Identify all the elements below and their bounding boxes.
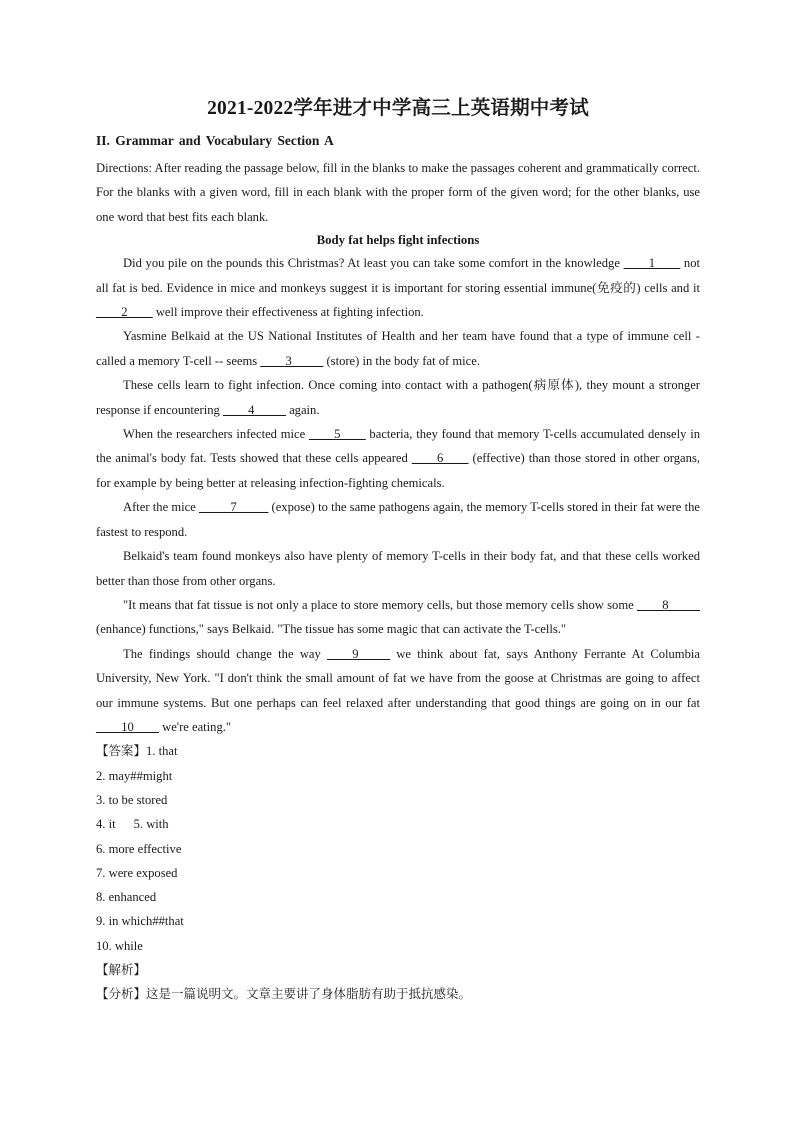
blank-1: ____1____ xyxy=(623,256,681,271)
analysis-line xyxy=(96,982,700,1006)
paragraph-4: When the researchers infected mice ____5____ bacteria, they found that memory T-cells accumulated densely in the animal's body fat. Tests showed that these cells appeared ____6____ (effective) than those stored in other organs, for example by being better at releasing infection-fighting chemicals. xyxy=(96,427,700,490)
fenxi-text: 这是一篇说明文。文章主要讲了身体脂肪有助于抵抗感染。 xyxy=(146,986,472,1002)
answer-item: 3. to be stored xyxy=(96,792,168,807)
document-page xyxy=(96,96,700,1007)
paragraph-2: Yasmine Belkaid at the US National Institutes of Health and her team have found that a type of immune cell - called a memory T-cell -- seems ____3_____ (store) in the body fat of mice. xyxy=(96,329,700,368)
analysis-tag-line xyxy=(96,958,700,982)
paragraph-8: The findings should change the way ____9_____ we think about fat, says Anthony Ferrante At Columbia University, New York. "I don't think the small amount of fat we have from the goose at Christmas are going to affect our immune systems. But one perhaps can feel relaxed after understanding that good things are going on in our fat ____10____ we're eating." xyxy=(96,646,700,734)
blank-7: _____7_____ xyxy=(199,500,269,515)
passage-title: Body fat helps fight infections xyxy=(316,233,480,248)
paragraph-6: Belkaid's team found monkeys also have plenty of memory T-cells in their body fat, and that these cells worked better than those from other organs. xyxy=(96,549,700,588)
blank-8: ____8_____ xyxy=(637,597,700,612)
page-title: 2021-2022学年进才中学高三上英语期中考试 xyxy=(207,98,589,119)
paragraph-7: "It means that fat tissue is not only a place to store memory cells, but those memory cells show some ____8_____ (enhance) functions," says Belkaid. "The tissue has some magic that can activate the T-cells." xyxy=(96,597,700,637)
answer-item: 5. with xyxy=(133,817,169,832)
directions: Directions: After reading the passage below, fill in the blanks to make the passages coherent and grammatically correct. For the blanks with a given word, fill in each blank with the proper form of the given word; for the other blanks, use one word that best fits each blank. xyxy=(96,161,700,224)
answer-item: 9. in which##that xyxy=(96,914,184,929)
blank-2: ____2____ xyxy=(96,305,153,320)
answer-item: 6. more effective xyxy=(96,841,182,856)
section-heading: II. Grammar and Vocabulary Section A xyxy=(96,133,334,148)
answer-item: 10. while xyxy=(96,938,143,953)
paragraph-1: Did you pile on the pounds this Christmas? At least you can take some comfort in the knowledge ____1____ not all fat is bed. Evidence in mice and monkeys suggest it is important for storing essential immune(免疫的) cells and it ____2____ well improve their effectiveness at fighting infection. xyxy=(96,256,700,320)
blank-3: ____3_____ xyxy=(260,353,324,368)
answer-tag: 【答案】 xyxy=(96,743,147,759)
blank-5: ____5____ xyxy=(308,427,366,442)
paragraph-3: These cells learn to fight infection. Once coming into contact with a pathogen(病原体), they mount a stronger response if encountering ____4_____ again. xyxy=(96,378,700,417)
answer-item: 1. that xyxy=(146,744,178,759)
answer-item: 2. may##might xyxy=(96,768,173,783)
answer-item: 8. enhanced xyxy=(96,890,157,905)
blank-10: ____10____ xyxy=(96,719,159,734)
blank-4: ____4_____ xyxy=(222,402,286,417)
answer-item: 4. it xyxy=(96,817,116,832)
answer-item: 7. were exposed xyxy=(96,865,178,880)
fenxi-tag: 【分析】 xyxy=(96,986,147,1002)
paragraph-5: After the mice _____7_____ (expose) to the same pathogens again, the memory T-cells stored in their fat were the fastest to respond. xyxy=(96,500,700,539)
answer-line-1 xyxy=(96,739,700,763)
blank-9: ____9_____ xyxy=(327,646,391,661)
answer-line-4 xyxy=(96,812,700,836)
analysis-tag: 【解析】 xyxy=(96,962,147,978)
blank-6: ____6____ xyxy=(411,451,469,466)
